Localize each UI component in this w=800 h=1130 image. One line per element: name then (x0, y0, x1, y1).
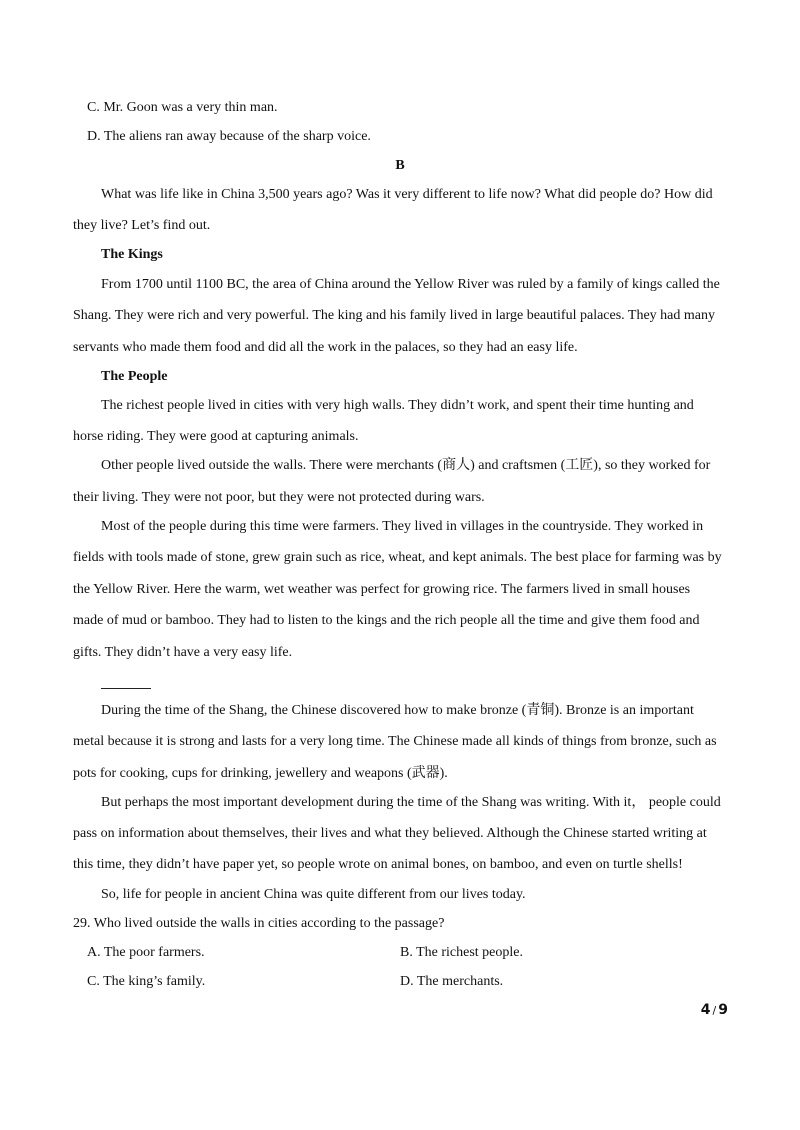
bronze-line-3: pots for cooking, cups for drinking, jewellery and weapons (武器). (73, 766, 448, 781)
conclusion-line: So, life for people in ancient China was quite different from our lives today. (101, 887, 526, 902)
question-29-stem: 29. Who lived outside the walls in cities according to the passage? (73, 916, 445, 931)
writing-line-1: But perhaps the most important development during the time of the Shang was writing. With it， people could (101, 795, 721, 810)
kings-line-2: Shang. They were rich and very powerful. The king and his family lived in large beautiful palaces. They had many (73, 308, 715, 323)
writing-line-2: pass on information about themselves, their lives and what they believed. Although the Chinese started writing at (73, 826, 707, 841)
kings-line-3: servants who made them food and did all the work in the palaces, so they had an easy life. (73, 340, 578, 355)
blank-heading-line (101, 688, 151, 689)
question-29-option-c: C. The king’s family. (87, 974, 206, 989)
bronze-line-1: During the time of the Shang, the Chinese discovered how to make bronze (青铜). Bronze is an important (101, 703, 694, 718)
question-29-option-a: A. The poor farmers. (87, 945, 205, 960)
people-p3-line-2: fields with tools made of stone, grew grain such as rice, wheat, and kept animals. The best place for farming was by (73, 550, 722, 565)
kings-line-1: From 1700 until 1100 BC, the area of China around the Yellow River was ruled by a family of kings called the (101, 277, 720, 292)
writing-line-3: this time, they didn’t have paper yet, so people wrote on animal bones, on bamboo, and even on turtle shells! (73, 857, 683, 872)
page-number-separator: / (712, 1004, 717, 1017)
option-c-prev: C. Mr. Goon was a very thin man. (87, 100, 278, 115)
question-29-option-d: D. The merchants. (400, 974, 504, 989)
people-p1-line-2: horse riding. They were good at capturing animals. (73, 429, 359, 444)
page-number-total: 9 (718, 1002, 728, 1018)
page-number (701, 1002, 728, 1018)
people-p3-line-3: the Yellow River. Here the warm, wet weather was perfect for growing rice. The farmers lived in small houses (73, 582, 691, 597)
option-d-prev: D. The aliens ran away because of the sharp voice. (87, 129, 371, 144)
people-p2-line-2: their living. They were not poor, but they were not protected during wars. (73, 490, 485, 505)
bronze-line-2: metal because it is strong and lasts for a very long time. The Chinese made all kinds of things from bronze, such as (73, 734, 717, 749)
section-label: B (395, 158, 405, 173)
question-29-option-b: B. The richest people. (400, 945, 523, 960)
people-p3-line-4: made of mud or bamboo. They had to listen to the kings and the rich people all the time and give them food and (73, 613, 700, 628)
intro-line-1: What was life like in China 3,500 years ago? Was it very different to life now? What did people do? How did (101, 187, 713, 202)
people-p3-line-1: Most of the people during this time were farmers. They lived in villages in the countryside. They worked in (101, 519, 704, 534)
heading-kings: The Kings (101, 247, 163, 262)
people-p2-line-1: Other people lived outside the walls. There were merchants (商人) and craftsmen (工匠), so they worked for (101, 458, 711, 473)
intro-line-2: they live? Let’s find out. (73, 218, 211, 233)
heading-people: The People (101, 369, 168, 384)
people-p3-line-5: gifts. They didn’t have a very easy life. (73, 645, 293, 660)
page-number-current: 4 (700, 1002, 711, 1018)
people-p1-line-1: The richest people lived in cities with very high walls. They didn’t work, and spent their time hunting and (101, 398, 694, 413)
